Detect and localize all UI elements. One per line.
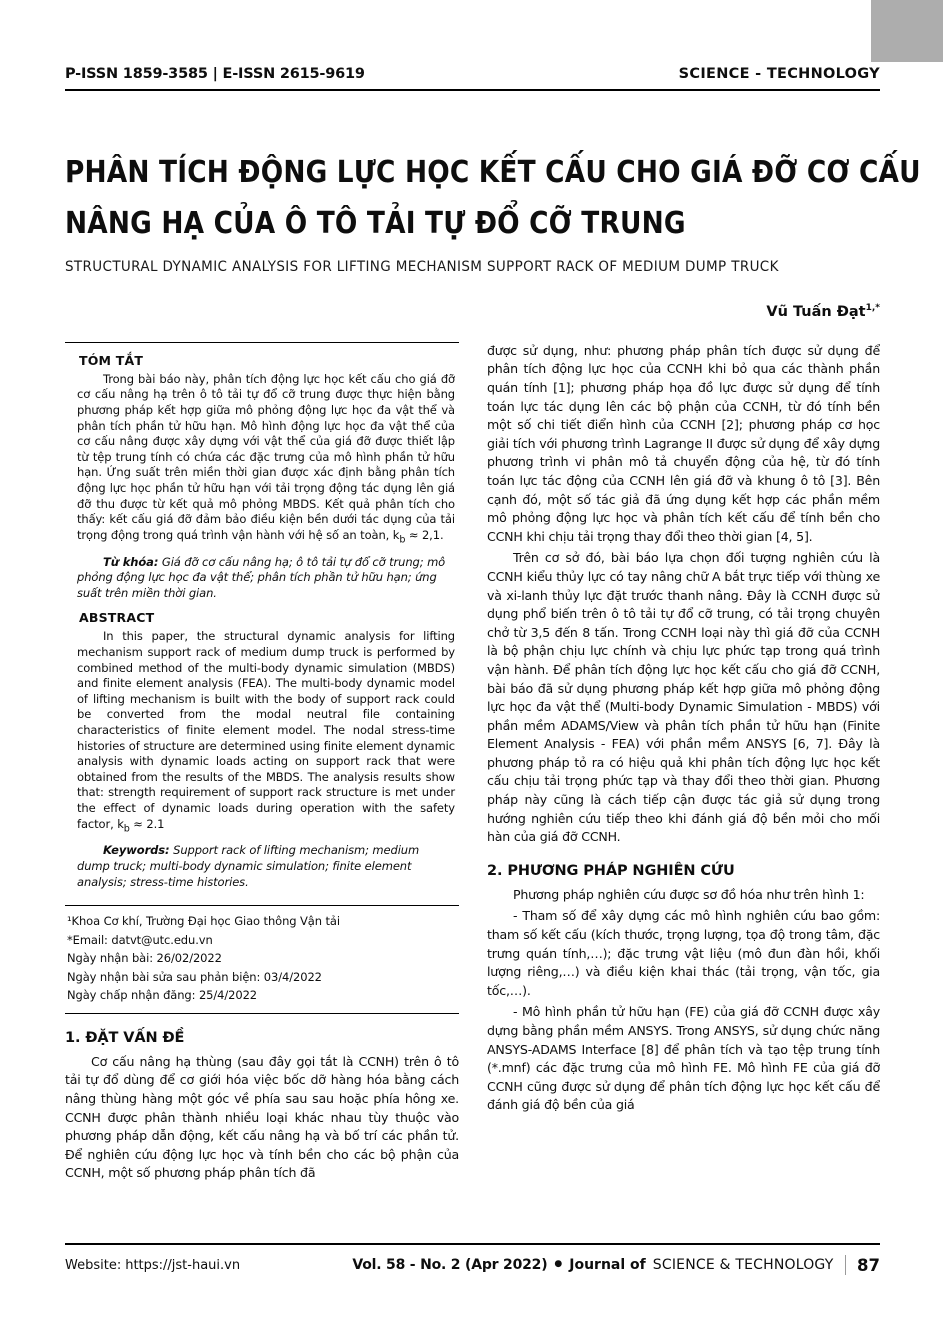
page-number-divider — [845, 1255, 847, 1275]
section-1-paragraph: Cơ cấu nâng hạ thùng (sau đây gọi tắt là CCNH) trên ô tô tải tự đổ dùng để cơ giới hóa việc bốc dỡ hàng hóa bằng cách nâng thùng hàng một góc về phía sau sau hoặc phía hông xe. CCNH được phân thành nhiều loại khác nhau tùy thuộc vào phương pháp dẫn động, kết cấu nâng hạ và bố trí các phần tử. Để nghiên cứu động lực học và tính bền cho các bộ phận của CCNH, một số phương pháp phân tích đã — [65, 1053, 459, 1181]
meta-bottom-rule — [65, 1013, 459, 1014]
header-rule — [65, 89, 880, 91]
tukhoa-line — [77, 555, 455, 602]
section-1-paragraph-continued: được sử dụng, như: phương pháp phân tích được sử dụng để phân tích động lực học của CCNH khi bỏ qua các thành phần quán tính [1]; phương pháp họa đồ lực được sử dụng để tính toán lực tác dụng lên các bộ phận của CCNH, từ đó tính bền một số chi tiết điển hình của CCNH [2]; phương pháp cơ học giải tích với phương trình Lagrange II được sử dụng để xây dựng phương trình vi phân mô tả chuyển động của hệ, từ đó tính toán lực tác động của CCNH lên giá đỡ và khung ô tô [3]. Bên cạnh đó, một số tác giả đã ứng dụng kết hợp các phần mềm mô phỏng động lực học và phân tích kết cấu để tính bền cho CCNH khi chịu tải trọng thay đổi theo thời gian [4, 5]. — [487, 342, 880, 544]
volume-info: Vol. 58 - No. 2 (Apr 2022) — [352, 1257, 548, 1273]
footer-rule — [65, 1243, 880, 1245]
keywords-text: Support rack of lifting mechanism; medium dump truck; multi-body dynamic simulation; finite element analysis; stress-time histories. — [77, 843, 420, 889]
article-title-en: STRUCTURAL DYNAMIC ANALYSIS FOR LIFTING MECHANISM SUPPORT RACK OF MEDIUM DUMP TRUCK — [65, 259, 779, 275]
tomtat-body: Trong bài báo này, phân tích động lực học kết cấu cho giá đỡ cơ cấu nâng hạ trên ô tô tải tự đổ cỡ trung được thực hiện bằng phương pháp kết hợp giữa mô phỏng động lực học đa vật thể và phân tích phần tử hữu hạn. Mô hình động lực học đa vật thể của cơ cấu nâng được xây dựng với vật thể của giá đỡ được thiết lập từ tệp trung tính có chứa các đặc trưng của mô hình phần tử hữu hạn. Ứng suất trên miền thời gian được xác định bằng phân tích động lực học phần tử hữu hạn với tải trọng động tác dụng lên giá đỡ thu được từ kết quả mô phỏng MBDS. Kết quả phân tích cho thấy: kết cấu giá đỡ đảm bảo điều kiện bền dưới tác dụng của tải trọng động trong quá trình vận hành với hệ số an toàn, $k_b \approx 2,1$. — [77, 371, 455, 546]
website-line — [65, 1258, 240, 1273]
abstract-heading: ABSTRACT — [79, 610, 155, 626]
title-line-2: NÂNG HẠ CỦA Ô TÔ TẢI TỰ ĐỔ CỠ TRUNG — [65, 206, 686, 241]
two-column-body — [65, 342, 880, 1230]
article-title-vi — [65, 147, 921, 249]
author-row — [65, 303, 880, 320]
author-affil-marker: 1,* — [865, 303, 880, 313]
corner-block — [871, 0, 943, 62]
author-name: Vũ Tuấn Đạt — [766, 303, 866, 320]
journal-prefix: Journal of — [569, 1257, 646, 1273]
keywords-label: Keywords: — [103, 843, 170, 858]
received-date: Ngày nhận bài: 26/02/2022 — [67, 951, 222, 966]
safety-factor-subscript-en: b — [123, 822, 130, 834]
page-header — [65, 0, 880, 82]
page-number: 87 — [857, 1255, 880, 1275]
website-url[interactable]: https://jst-haui.vn — [125, 1257, 241, 1273]
email-link[interactable]: datvt@utc.edu.vn — [111, 932, 213, 947]
bullet-separator-icon: ● — [554, 1259, 563, 1269]
left-column — [65, 342, 459, 1230]
tomtat-heading: TÓM TẮT — [79, 352, 144, 368]
revised-date: Ngày nhận bài sửa sau phản biện: 03/4/2022 — [67, 969, 322, 984]
journal-name: SCIENCE & TECHNOLOGY — [652, 1257, 834, 1273]
section-2-heading: 2. PHƯƠNG PHÁP NGHIÊN CỨU — [487, 862, 735, 879]
section-1-heading: 1. ĐẶT VẤN ĐỀ — [65, 1029, 185, 1046]
abstract-panel — [65, 343, 459, 905]
tukhoa-text: Giá đỡ cơ cấu nâng hạ; ô tô tải tự đổ cỡ trung; mô phỏng động lực học đa vật thể; phân tích phần tử hữu hạn; ứng suất trên miền thời gian. — [77, 554, 446, 600]
safety-factor-subscript-vi: b — [399, 534, 406, 546]
section-2-paragraph-2: - Tham số để xây dựng các mô hình nghiên cứu bao gồm: tham số kết cấu (kích thước, trọng lượng, tọa độ trong tâm, đặc trưng quán tính,…); đặc trưng vật liệu (mô đun đàn hồi, khối lượng riêng,…) và điều kiện khai thác (tải trọng, vận tốc, gia tốc,…). — [487, 908, 880, 998]
right-column — [487, 342, 880, 1230]
section-1-paragraph-2: Trên cơ sở đó, bài báo lựa chọn đối tượng nghiên cứu là CCNH kiểu thủy lực có tay nâng chữ A bắt trực tiếp với thùng xe và xi-lanh thủy lực đặt trước thanh nâng. Đây là CCNH được sử dụng phổ biến trên ô tô tải tự đổ cỡ trung, có tải trọng chuyên chở từ 3,5 đến 8 tấn. Trong CCNH loại này thì giá đỡ của CCNH là bộ phận chịu lực chính và chịu lực phức tạp trong quá trình vận hành. Để phân tích động lực học kết cấu cho giá đỡ CCNH, bài báo đã sử dụng phương pháp kết hợp giữa mô phỏng động lực học đa vật thể (Multi-body Dynamic Simulation - MBDS) với phần mềm ADAMS/View và phân tích phần tử hữu hạn (Finite Element Analysis - FEA) với phần mềm ANSYS [6, 7]. Đây là phương pháp tỏ ra có hiệu quả khi phân tích động lực học kết cấu chịu tải trọng phức tạp và thay đổi theo thời gian. Phương pháp này cũng là cách tiếp cận được tác giả sử dụng trong hướng nghiên cứu tiếp theo khi đánh giá độ bền mỏi cho mối hàn của giá đỡ CCNH. — [487, 550, 880, 845]
section-2-paragraph-3: - Mô hình phần tử hữu hạn (FE) của giá đỡ CCNH được xây dựng bằng phần mềm ANSYS. Trong ANSYS, sử dụng chức năng ANSYS-ADAMS Interface [8] để phân tích và tạo tệp trung tính (*.mnf) các đặc trưng của mô hình FE. Mô hình FE của giá đỡ CCNH cũng được sử dụng để phân tích động lực học kết cấu để đánh giá độ bền của giá — [487, 1004, 880, 1113]
keywords-line — [77, 843, 455, 890]
email-line — [67, 931, 455, 950]
email-label: *Email: — [67, 932, 112, 947]
website-label: Website: — [65, 1257, 122, 1273]
section-2-paragraph-1: Phương pháp nghiên cứu được sơ đồ hóa như trên hình 1: — [513, 886, 865, 902]
accepted-date: Ngày chấp nhận đăng: 25/4/2022 — [67, 988, 258, 1003]
issn-line: P-ISSN 1859-3585 | E-ISSN 2615-9619 — [65, 66, 365, 82]
page-footer — [65, 1243, 880, 1275]
journal-section-label: SCIENCE - TECHNOLOGY — [678, 66, 880, 82]
abstract-body: In this paper, the structural dynamic analysis for lifting mechanism support rack of medium dump truck is performed by combined method of the multi-body dynamic simulation (MBDS) and finite element analysis (FEA). The multi-body dynamic model of lifting mechanism is built with the body of support rack could be converted from the modal neutral file containing characteristics of finite element model. The nodal stress-time histories of structure are determined using finite element dynamic analysis with dynamic loads acting on support rack that were obtained from the results of the MBDS. The analysis results show that: strength requirement of support rack structure is met under the effect of dynamic loads during operation with the safety factor, $k_b \approx 2.1$ — [77, 629, 455, 834]
affiliation: ¹Khoa Cơ khí, Trường Đại học Giao thông Vận tải — [67, 914, 340, 929]
meta-panel — [65, 906, 459, 1013]
title-line-1: PHÂN TÍCH ĐỘNG LỰC HỌC KẾT CẤU CHO GIÁ ĐỠ CƠ CẤU — [65, 155, 921, 190]
footer-citation — [352, 1255, 880, 1275]
tukhoa-label: Từ khóa: — [103, 554, 159, 569]
